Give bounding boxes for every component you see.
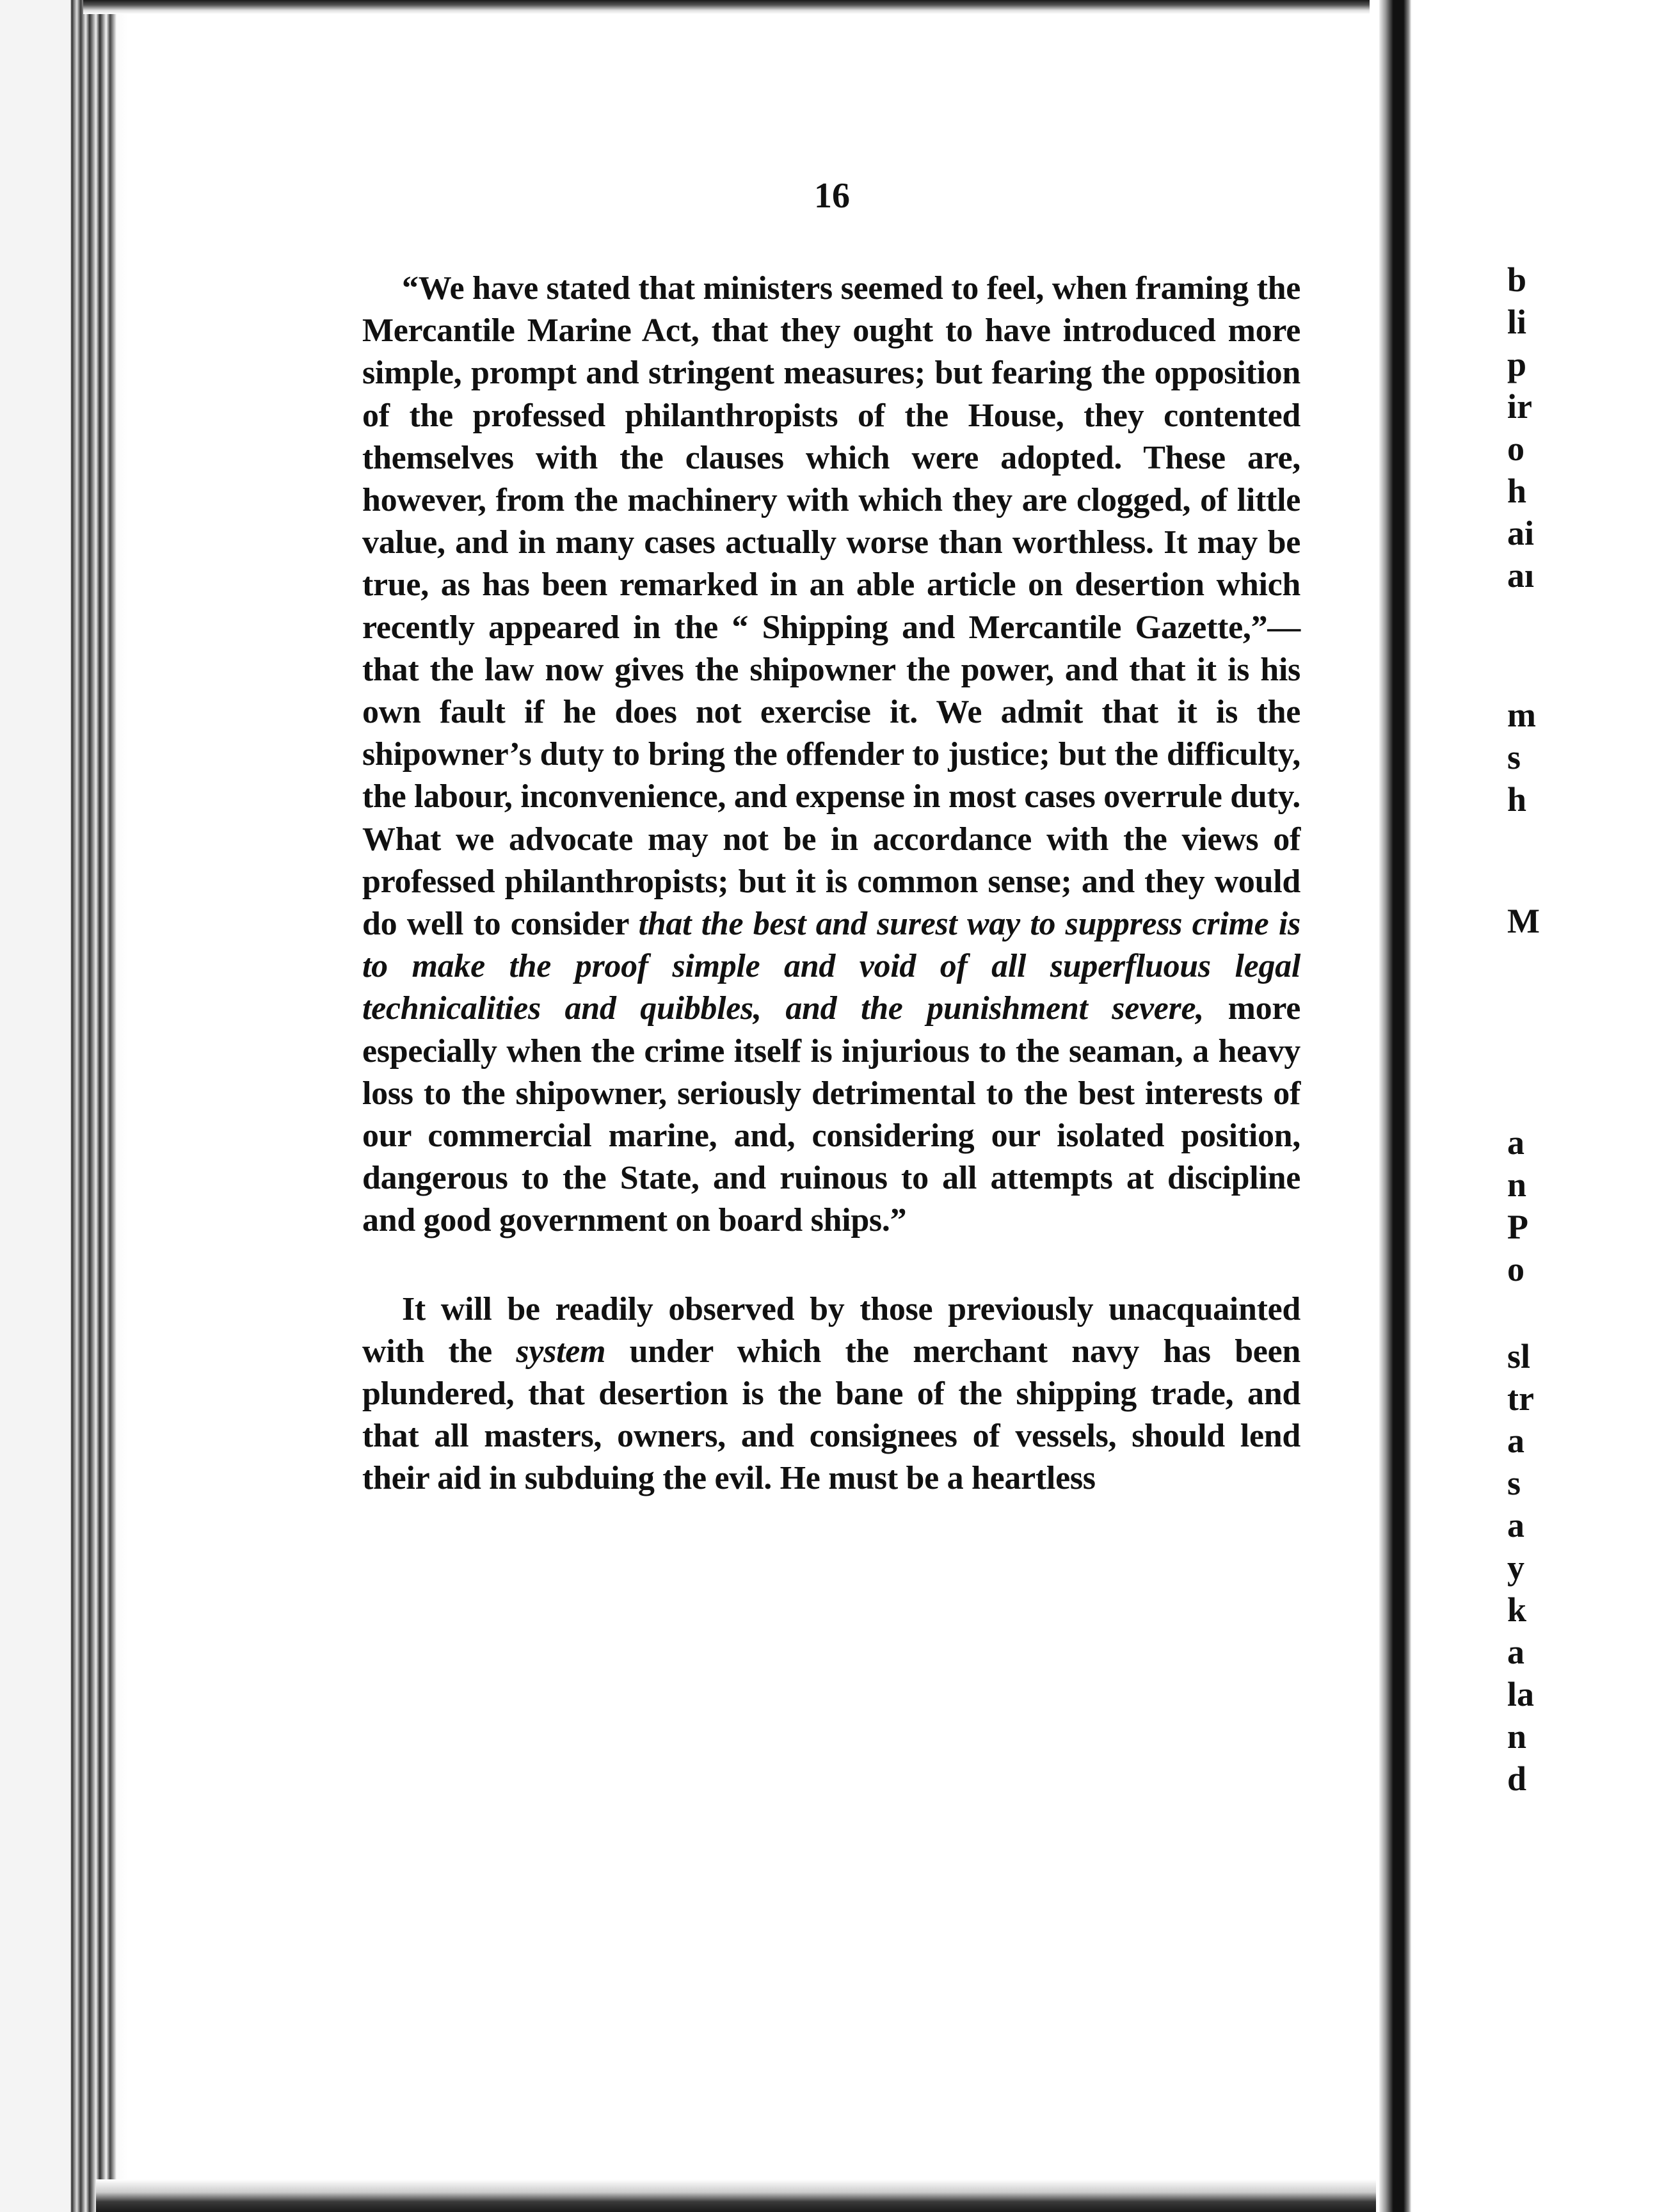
text-run: “We have stated that ministers seemed to feel, when framing the Mercantile Marine Act, that they ought to have introduced more simple, prompt and stringent measures; but fearing the opposition of the professed philanthropists of the House, they contented themselves with the clauses which were adopted. These are, however, from the machinery with which they are clogged, of little value, and in many cases actually worse than worthless. It may be true, as has been remarked in an able article on desertion which recently appeared in the “ Shipping and Mercantile Gazette,”—that the law now gives the shipowner the power, and that it is his own fault if he does not exercise it. We admit that it is the shipowner’s duty to bring the offender to justice; but the difficulty, the labour, inconvenience, and expense in most cases overrule duty. What we advocate may not be in accordance with the views of professed philanthropists; but it is common sense; and they would do well to consider	[362, 270, 1300, 943]
facing-page-fragment: s	[1507, 1464, 1521, 1502]
facing-page-fragment: s	[1507, 738, 1521, 776]
facing-page-fragment: la	[1507, 1675, 1535, 1713]
paragraph-body	[362, 1288, 1300, 1500]
facing-page-fragment: n	[1507, 1717, 1527, 1756]
facing-page-fragment: aı	[1507, 556, 1535, 595]
facing-page-fragment: a	[1507, 1422, 1524, 1460]
facing-page	[1411, 0, 1540, 2212]
italic-text-run: system	[516, 1333, 606, 1370]
facing-page-fragment: tr	[1507, 1379, 1534, 1418]
italic-text-run: that the best and surest way to suppress crime is to make the proof simple and void of all superfluous legal technicalities and quibbles, and the punishment severe,	[362, 906, 1300, 1027]
book-gutter	[0, 0, 128, 2212]
page-bottom-edge	[96, 2179, 1376, 2212]
facing-page-fragment: o	[1507, 429, 1524, 468]
text-run: It will be readily observed by those previously unacquainted with the	[362, 1290, 1300, 1370]
facing-page-fragment: a	[1507, 1123, 1524, 1162]
text-run: more especially when the crime itself is injurious to the seaman, a heavy loss to the shipowner, seriously detrimental to the best interests of our commercial marine, and, considering our isolated position, dangerous to the State, and ruinous to all attempts at discipline and good government on board ships.”	[362, 990, 1300, 1239]
facing-page-fragment: P	[1507, 1208, 1528, 1246]
facing-page-fragment: m	[1507, 696, 1536, 734]
book-spine	[1379, 0, 1411, 2212]
facing-page-fragment: d	[1507, 1759, 1527, 1798]
facing-page-fragment: p	[1507, 345, 1527, 383]
facing-page-fragment: M	[1507, 902, 1540, 940]
text-run: under which the merchant navy has been plundered, that desertion is the bane of the shipping trade, and that all masters, owners, and consignees of vessels, should lend their aid in subduing the evil. He must be a heartless	[362, 1333, 1300, 1497]
facing-page-fragment: k	[1507, 1591, 1527, 1629]
facing-page-fragment: h	[1507, 780, 1527, 819]
page-number: 16	[814, 176, 850, 216]
paragraph-quote	[362, 268, 1300, 1242]
facing-page-fragment: a	[1507, 1633, 1524, 1671]
facing-page-fragment: ir	[1507, 387, 1532, 426]
facing-page-fragment: li	[1507, 303, 1527, 341]
facing-page-fragment: sl	[1507, 1337, 1531, 1375]
facing-page-fragment: y	[1507, 1548, 1524, 1587]
facing-page-fragment: n	[1507, 1166, 1527, 1204]
facing-page-fragment: o	[1507, 1250, 1524, 1288]
facing-page-fragment: ai	[1507, 514, 1535, 552]
body-text	[362, 268, 1300, 1500]
page-top-edge	[83, 0, 1370, 14]
facing-page-fragment: a	[1507, 1506, 1524, 1544]
facing-page-fragment: b	[1507, 260, 1527, 299]
facing-page-fragment: h	[1507, 472, 1527, 510]
